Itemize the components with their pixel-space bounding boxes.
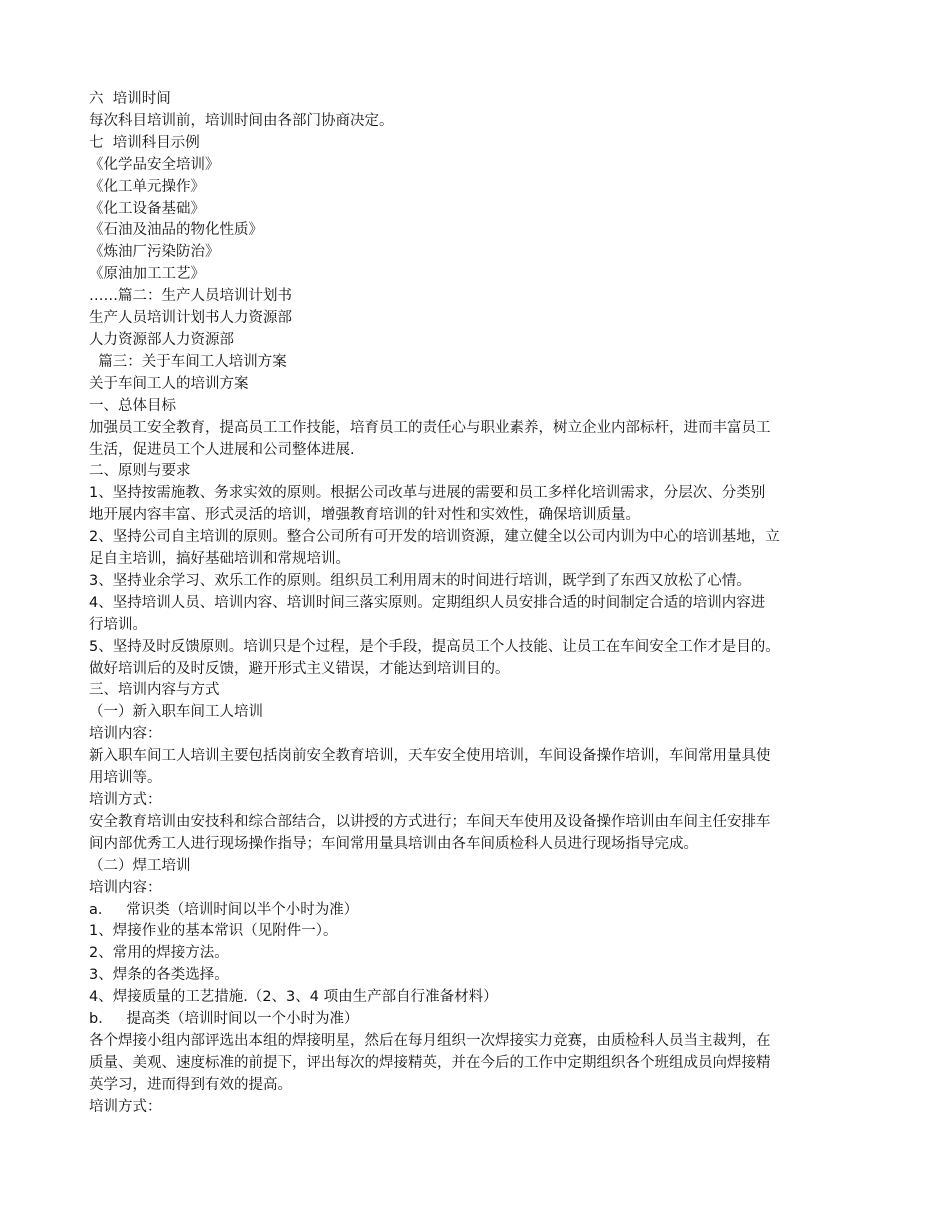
text-line: 生产人员培训计划书人力资源部 — [89, 310, 292, 327]
section-heading: 七 培训科目示例 — [89, 134, 200, 151]
text-line: 4、坚持培训人员、培训内容、培训时间三落实原则。定期组织人员安排合适的时间制定合适的培训内容进 — [89, 594, 766, 611]
text-line: 质量、美观、速度标准的前提下，评出每次的焊接精英，并在今后的工作中定期组织各个班组成员向焊接精 — [89, 1054, 771, 1071]
list-heading: b． 提高类（培训时间以一个小时为准） — [89, 1011, 359, 1028]
section-heading: 一、总体目标 — [89, 397, 176, 414]
course-title: 《化工设备基础》 — [89, 200, 205, 217]
text-line: 人力资源部人力资源部 — [89, 331, 234, 348]
text-line: 间内部优秀工人进行现场操作指导；车间常用量具培训由各车间质检科人员进行现场指导完成。 — [89, 835, 698, 852]
subsection-heading: （一）新入职车间工人培训 — [89, 704, 263, 721]
text-line: 做好培训后的及时反馈，避开形式主义错误，才能达到培训目的。 — [89, 660, 510, 677]
text-line: 每次科目培训前，培训时间由各部门协商决定。 — [89, 112, 394, 129]
text-line: 足自主培训，搞好基础培训和常规培训。 — [89, 551, 350, 568]
section-heading: 三、培训内容与方式 — [89, 682, 220, 699]
course-title: 《炼油厂污染防治》 — [89, 244, 220, 261]
label-line: 培训方式： — [89, 1098, 162, 1115]
text-line: 1、坚持按需施教、务求实效的原则。根据公司改革与进展的需要和员工多样化培训需求，分层次、分类别 — [89, 485, 766, 502]
text-line: 5、坚持及时反馈原则。培训只是个过程，是个手段，提高员工个人技能、让员工在车间安全工作才是目的。 — [89, 638, 780, 655]
text-line: 各个焊接小组内部评选出本组的焊接明星，然后在每月组织一次焊接实力竞赛，由质检科人员当主裁判，在 — [89, 1032, 771, 1049]
text-line: 3、坚持业余学习、欢乐工作的原则。组织员工利用周末的时间进行培训，既学到了东西又放松了心情。 — [89, 572, 751, 589]
course-title: 《石油及油品的物化性质》 — [89, 222, 263, 239]
section-heading: 二、原则与要求 — [89, 463, 191, 480]
section-heading: 六 培训时间 — [89, 91, 171, 107]
course-title: 《化学品安全培训》 — [89, 156, 220, 173]
text-line: 用培训等。 — [89, 770, 162, 787]
text-line: 加强员工安全教育，提高员工工作技能，培育员工的责任心与职业素养，树立企业内部标杆，进而丰富员工 — [89, 419, 771, 436]
document-title: 关于车间工人的培训方案 — [89, 375, 249, 392]
text-line: 2、坚持公司自主培训的原则。整合公司所有可开发的培训资源，建立健全以公司内训为中心的培训基地，立 — [89, 529, 780, 546]
course-title: 《化工单元操作》 — [89, 178, 205, 195]
document-page — [89, 89, 861, 1119]
list-item: 1、焊接作业的基本常识（见附件一）。 — [89, 923, 338, 940]
text-line: 地开展内容丰富、形式灵活的培训，增强教育培训的针对性和实效性，确保培训质量。 — [89, 507, 640, 524]
list-item: 2、常用的焊接方法。 — [89, 945, 229, 962]
label-line: 培训内容： — [89, 726, 162, 743]
list-heading: a． 常识类（培训时间以半个小时为准） — [89, 901, 359, 918]
label-line: 培训方式： — [89, 792, 162, 808]
text-line: 安全教育培训由安技科和综合部结合，以讲授的方式进行；车间天车使用及设备操作培训由车间主任安排车 — [89, 813, 771, 830]
subsection-heading: （二）焊工培训 — [89, 857, 191, 874]
course-title: 《原油加工工艺》 — [89, 266, 205, 283]
text-line: 新入职车间工人培训主要包括岗前安全教育培训，天车安全使用培训，车间设备操作培训，车间常用量具使 — [89, 748, 771, 765]
text-line: 行培训。 — [89, 616, 147, 633]
text-line: 生活，促进员工个人进展和公司整体进展. — [89, 441, 355, 458]
text-line: 英学习，进而得到有效的提高。 — [89, 1076, 292, 1093]
article-heading: 篇三：关于车间工人培训方案 — [89, 353, 287, 370]
list-item: 3、焊条的各类选择。 — [89, 967, 229, 984]
label-line: 培训内容： — [89, 879, 162, 896]
list-item: 4、焊接质量的工艺措施.（2、3、4 项由生产部自行准备材料） — [89, 989, 498, 1006]
article-heading: ……篇二：生产人员培训计划书 — [89, 288, 292, 305]
